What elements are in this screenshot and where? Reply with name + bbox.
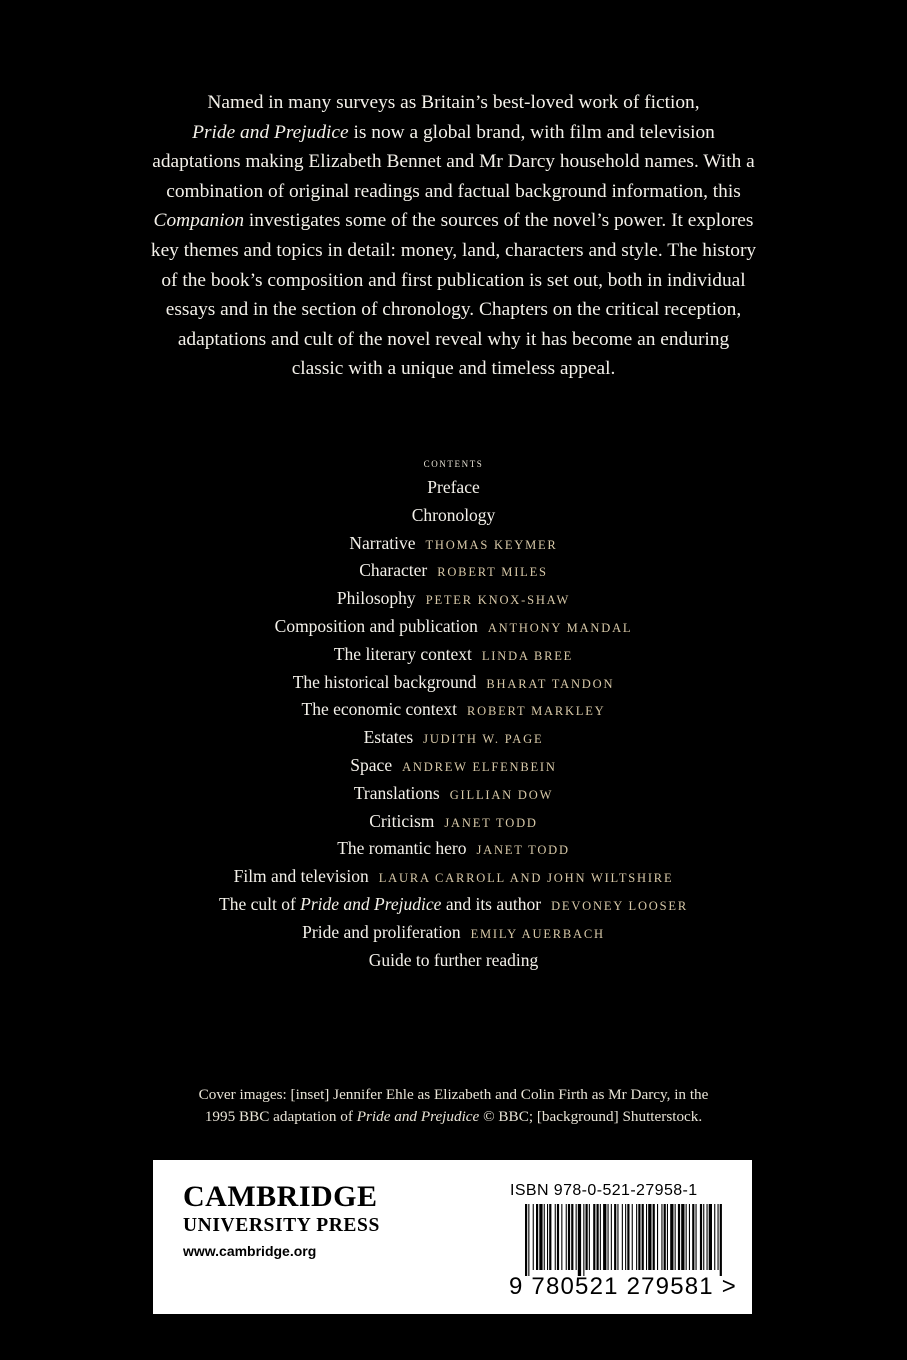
- toc-title: Chronology: [411, 504, 496, 525]
- barcode-bar: [586, 1204, 588, 1270]
- barcode-bar: [589, 1204, 590, 1270]
- barcode-bar: [525, 1204, 527, 1276]
- barcode-bar: [614, 1204, 616, 1270]
- toc-author: LAURA CARROLL AND JOHN WILTSHIRE: [378, 871, 674, 886]
- barcode-bar: [622, 1204, 623, 1270]
- toc-item: [100, 724, 807, 752]
- toc-author: BHARAT TANDON: [486, 676, 615, 691]
- toc-author: GILLIAN DOW: [449, 787, 554, 802]
- barcode-bar: [681, 1204, 684, 1270]
- barcode-bar: [608, 1204, 609, 1270]
- barcode-bar: [657, 1204, 658, 1270]
- toc-item: [100, 947, 807, 975]
- toc-item: [100, 474, 807, 502]
- toc-title-post: and its author: [441, 893, 542, 914]
- toc-author: ROBERT MILES: [437, 565, 548, 580]
- toc-title: The romantic hero: [337, 838, 467, 859]
- contents-heading: contents: [423, 456, 484, 470]
- toc-title: Space: [350, 754, 393, 775]
- toc-title: Narrative: [349, 532, 416, 553]
- isbn-label: ISBN 978-0-521-27958-1: [510, 1182, 698, 1199]
- barcode-bar: [653, 1204, 655, 1270]
- toc-author: LINDA BREE: [481, 648, 574, 663]
- toc-item: [100, 585, 807, 613]
- toc-author: JUDITH W. PAGE: [423, 732, 544, 747]
- barcode-bar: [696, 1204, 697, 1270]
- barcode-bar: [555, 1204, 556, 1270]
- companion-word: Companion: [153, 210, 245, 232]
- book-title: Pride and Prejudice: [192, 121, 349, 143]
- barcode-bar: [686, 1204, 687, 1270]
- barcode-bar: [593, 1204, 595, 1270]
- barcode-bar: [718, 1204, 719, 1270]
- toc-title: The economic context: [301, 699, 458, 720]
- toc-author: THOMAS KEYMER: [425, 537, 558, 552]
- barcode-bar: [667, 1204, 668, 1270]
- toc-item: [100, 530, 807, 558]
- barcode-bar: [692, 1204, 694, 1270]
- publisher-logo-sub: UNIVERSITY PRESS: [183, 1215, 380, 1236]
- barcode-bar: [678, 1204, 680, 1270]
- barcode-bar: [636, 1204, 637, 1270]
- blurb-text-2: is now a global brand, with film and television adaptations making Elizabeth Bennet and Mr Darcy household names. With a combination of original readings and factual background information, this: [152, 121, 755, 202]
- publisher-logo-name: CAMBRIDGE: [183, 1180, 378, 1213]
- barcode-bar: [536, 1204, 538, 1270]
- barcode-digits: 9 780521 279581 >: [509, 1273, 737, 1300]
- blurb-text-1: Named in many surveys as Britain’s best-loved work of fiction,: [207, 92, 700, 113]
- barcode-bar: [617, 1204, 618, 1270]
- toc-author: ROBERT MARKLEY: [467, 704, 606, 719]
- toc-title: Film and television: [233, 866, 369, 887]
- barcode-bar: [709, 1204, 712, 1270]
- barcode-bar: [625, 1204, 626, 1270]
- toc-author: DEVONEY LOOSER: [551, 898, 688, 913]
- toc-author: EMILY AUERBACH: [470, 926, 605, 941]
- toc-title: Preface: [427, 477, 480, 497]
- toc-author: JANET TODD: [444, 815, 538, 830]
- toc-title-pre: The cult of: [219, 893, 301, 914]
- toc-item: [100, 891, 807, 919]
- toc-item: [100, 696, 807, 724]
- toc-item: [100, 669, 807, 697]
- toc-title: Pride and proliferation: [302, 921, 461, 942]
- toc-title: Guide to further reading: [368, 949, 539, 970]
- barcode-bar: [664, 1204, 666, 1270]
- toc-item: [100, 502, 807, 530]
- barcode-bar: [533, 1204, 534, 1270]
- barcode-bar: [571, 1204, 573, 1270]
- publisher-panel: [153, 1160, 752, 1314]
- barcode-bar: [627, 1204, 629, 1270]
- barcode-bar: [597, 1204, 599, 1270]
- toc-title: Estates: [363, 727, 414, 748]
- barcode-bar: [583, 1204, 584, 1276]
- barcode-bar: [611, 1204, 612, 1270]
- blurb: [150, 88, 757, 384]
- credits-line-1: Cover images: [inset] Jennifer Ehle as Elizabeth and Colin Firth as Mr Darcy, in the: [198, 1086, 709, 1103]
- barcode-bar: [632, 1204, 633, 1270]
- barcode-bar: [646, 1204, 647, 1270]
- toc-item: [100, 557, 807, 585]
- barcode-bar: [661, 1204, 662, 1270]
- toc-title: The historical background: [292, 671, 477, 692]
- barcode-bar: [576, 1204, 577, 1270]
- barcode-bar: [642, 1204, 644, 1270]
- toc-title: Character: [359, 560, 428, 581]
- toc-item: [100, 613, 807, 641]
- toc-item: [100, 641, 807, 669]
- barcode-bar: [568, 1204, 570, 1270]
- toc-item: [100, 863, 807, 891]
- contents-list: [100, 452, 807, 974]
- barcode-bar: [547, 1204, 548, 1270]
- barcode-bar: [720, 1204, 722, 1276]
- toc-title-italic: Pride and Prejudice: [300, 893, 442, 914]
- credits-line-2-pre: 1995 BBC adaptation of: [204, 1108, 357, 1125]
- barcode-bar: [600, 1204, 601, 1270]
- toc-author: ANDREW ELFENBEIN: [402, 759, 557, 774]
- barcode-bar: [648, 1204, 651, 1270]
- barcode-bar: [638, 1204, 640, 1270]
- barcode-bar: [670, 1204, 673, 1270]
- toc-item: [100, 752, 807, 780]
- barcode-bar: [578, 1204, 581, 1276]
- toc-item: [100, 808, 807, 836]
- toc-title: Translations: [353, 782, 440, 803]
- blurb-text-3: investigates some of the sources of the novel’s power. It explores key themes and topics in detail: money, land, characters and style. The history of the book’s composition and first publication is set out, both in individual essays and in the section of chronology. Chapters on the critical reception, adaptations and cult of the novel reveal why it has become an enduring classic with a unique and timeless appeal.: [150, 210, 757, 380]
- cover-credits: [100, 1084, 807, 1128]
- credits-title-italic: Pride and Prejudice: [356, 1108, 480, 1125]
- barcode-bar: [557, 1204, 559, 1270]
- toc-author: PETER KNOX-SHAW: [425, 593, 571, 608]
- barcode-bar: [714, 1204, 715, 1270]
- toc-author: JANET TODD: [476, 843, 570, 858]
- toc-title: The literary context: [333, 643, 472, 664]
- toc-item: [100, 835, 807, 863]
- barcode-bar: [539, 1204, 542, 1270]
- toc-title: Composition and publication: [274, 615, 478, 636]
- barcode-bar: [528, 1204, 529, 1276]
- toc-title: Criticism: [369, 810, 435, 831]
- toc-item: [100, 919, 807, 947]
- toc-item: [100, 780, 807, 808]
- barcode-bar: [603, 1204, 606, 1270]
- credits-line-2-post: © BBC; [background] Shutterstock.: [479, 1108, 703, 1125]
- barcode-bar: [689, 1204, 690, 1270]
- barcode-bar: [566, 1204, 567, 1270]
- barcode-bar: [549, 1204, 551, 1270]
- barcode-bar: [561, 1204, 562, 1270]
- toc-title: Philosophy: [336, 588, 416, 609]
- barcode-bar: [544, 1204, 545, 1270]
- publisher-url: www.cambridge.org: [183, 1243, 317, 1259]
- barcode-icon: [525, 1204, 725, 1276]
- toc-author: ANTHONY MANDAL: [487, 620, 633, 635]
- barcode-bar: [700, 1204, 702, 1270]
- barcode-bar: [707, 1204, 708, 1270]
- barcode-bar: [703, 1204, 704, 1270]
- barcode-bar: [675, 1204, 676, 1270]
